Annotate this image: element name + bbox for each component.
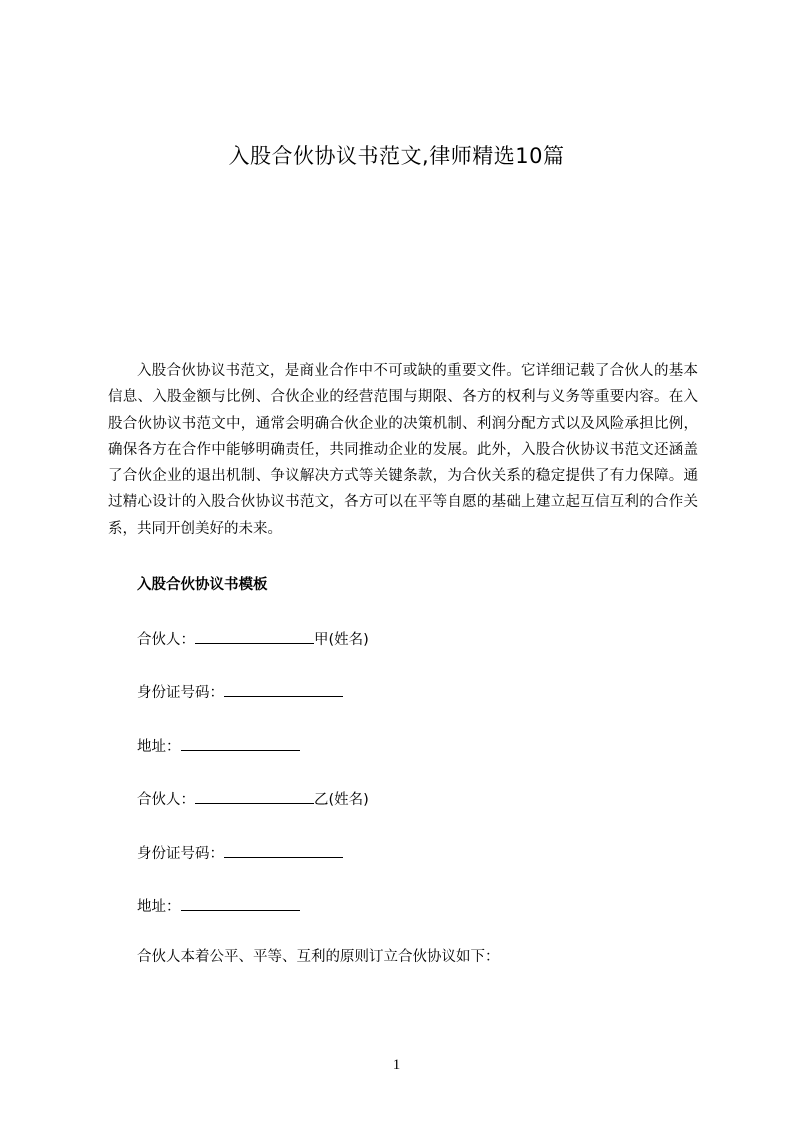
blank-underline: [181, 895, 300, 911]
partner-a-address-field: [137, 735, 300, 758]
field-label: 地址：: [137, 739, 181, 755]
template-heading: 入股合伙协议书模板: [137, 577, 268, 593]
field-label: 身份证号码：: [137, 846, 224, 862]
document-title: 入股合伙协议书范文,律师精选10篇: [228, 144, 565, 168]
blank-underline: [181, 735, 300, 751]
blank-underline: [224, 842, 343, 858]
blank-underline: [195, 628, 314, 644]
partner-b-name-field: [137, 788, 369, 811]
blank-underline: [195, 788, 314, 804]
partner-a-id-field: [137, 681, 343, 704]
intro-paragraph: 入股合伙协议书范文，是商业合作中不可或缺的重要文件。它详细记载了合伙人的基本信息、入股金额与比例、合伙企业的经营范围与期限、各方的权利与义务等重要内容。在入股合伙协议书范文中，通常会明确合伙企业的决策机制、利润分配方式以及风险承担比例，确保各方在合作中能够明确责任，共同推动企业的发展。此外，入股合伙协议书范文还涵盖了合伙企业的退出机制、争议解决方式等关键条款，为合伙关系的稳定提供了有力保障。通过精心设计的入股合伙协议书范文，各方可以在平等自愿的基础上建立起互信互利的合作关系，共同开创美好的未来。: [108, 363, 698, 537]
agreement-preamble: 合伙人本着公平、平等、互利的原则订立合伙协议如下：: [137, 949, 500, 965]
field-label: 地址：: [137, 899, 181, 915]
blank-underline: [224, 681, 343, 697]
field-suffix: 乙(姓名): [314, 792, 369, 808]
field-label: 合伙人：: [137, 632, 195, 648]
page-number: 1: [392, 1057, 401, 1073]
field-label: 合伙人：: [137, 792, 195, 808]
field-label: 身份证号码：: [137, 685, 224, 701]
partner-b-id-field: [137, 842, 343, 865]
partner-a-name-field: [137, 628, 369, 651]
field-suffix: 甲(姓名): [314, 632, 369, 648]
partner-b-address-field: [137, 895, 300, 918]
